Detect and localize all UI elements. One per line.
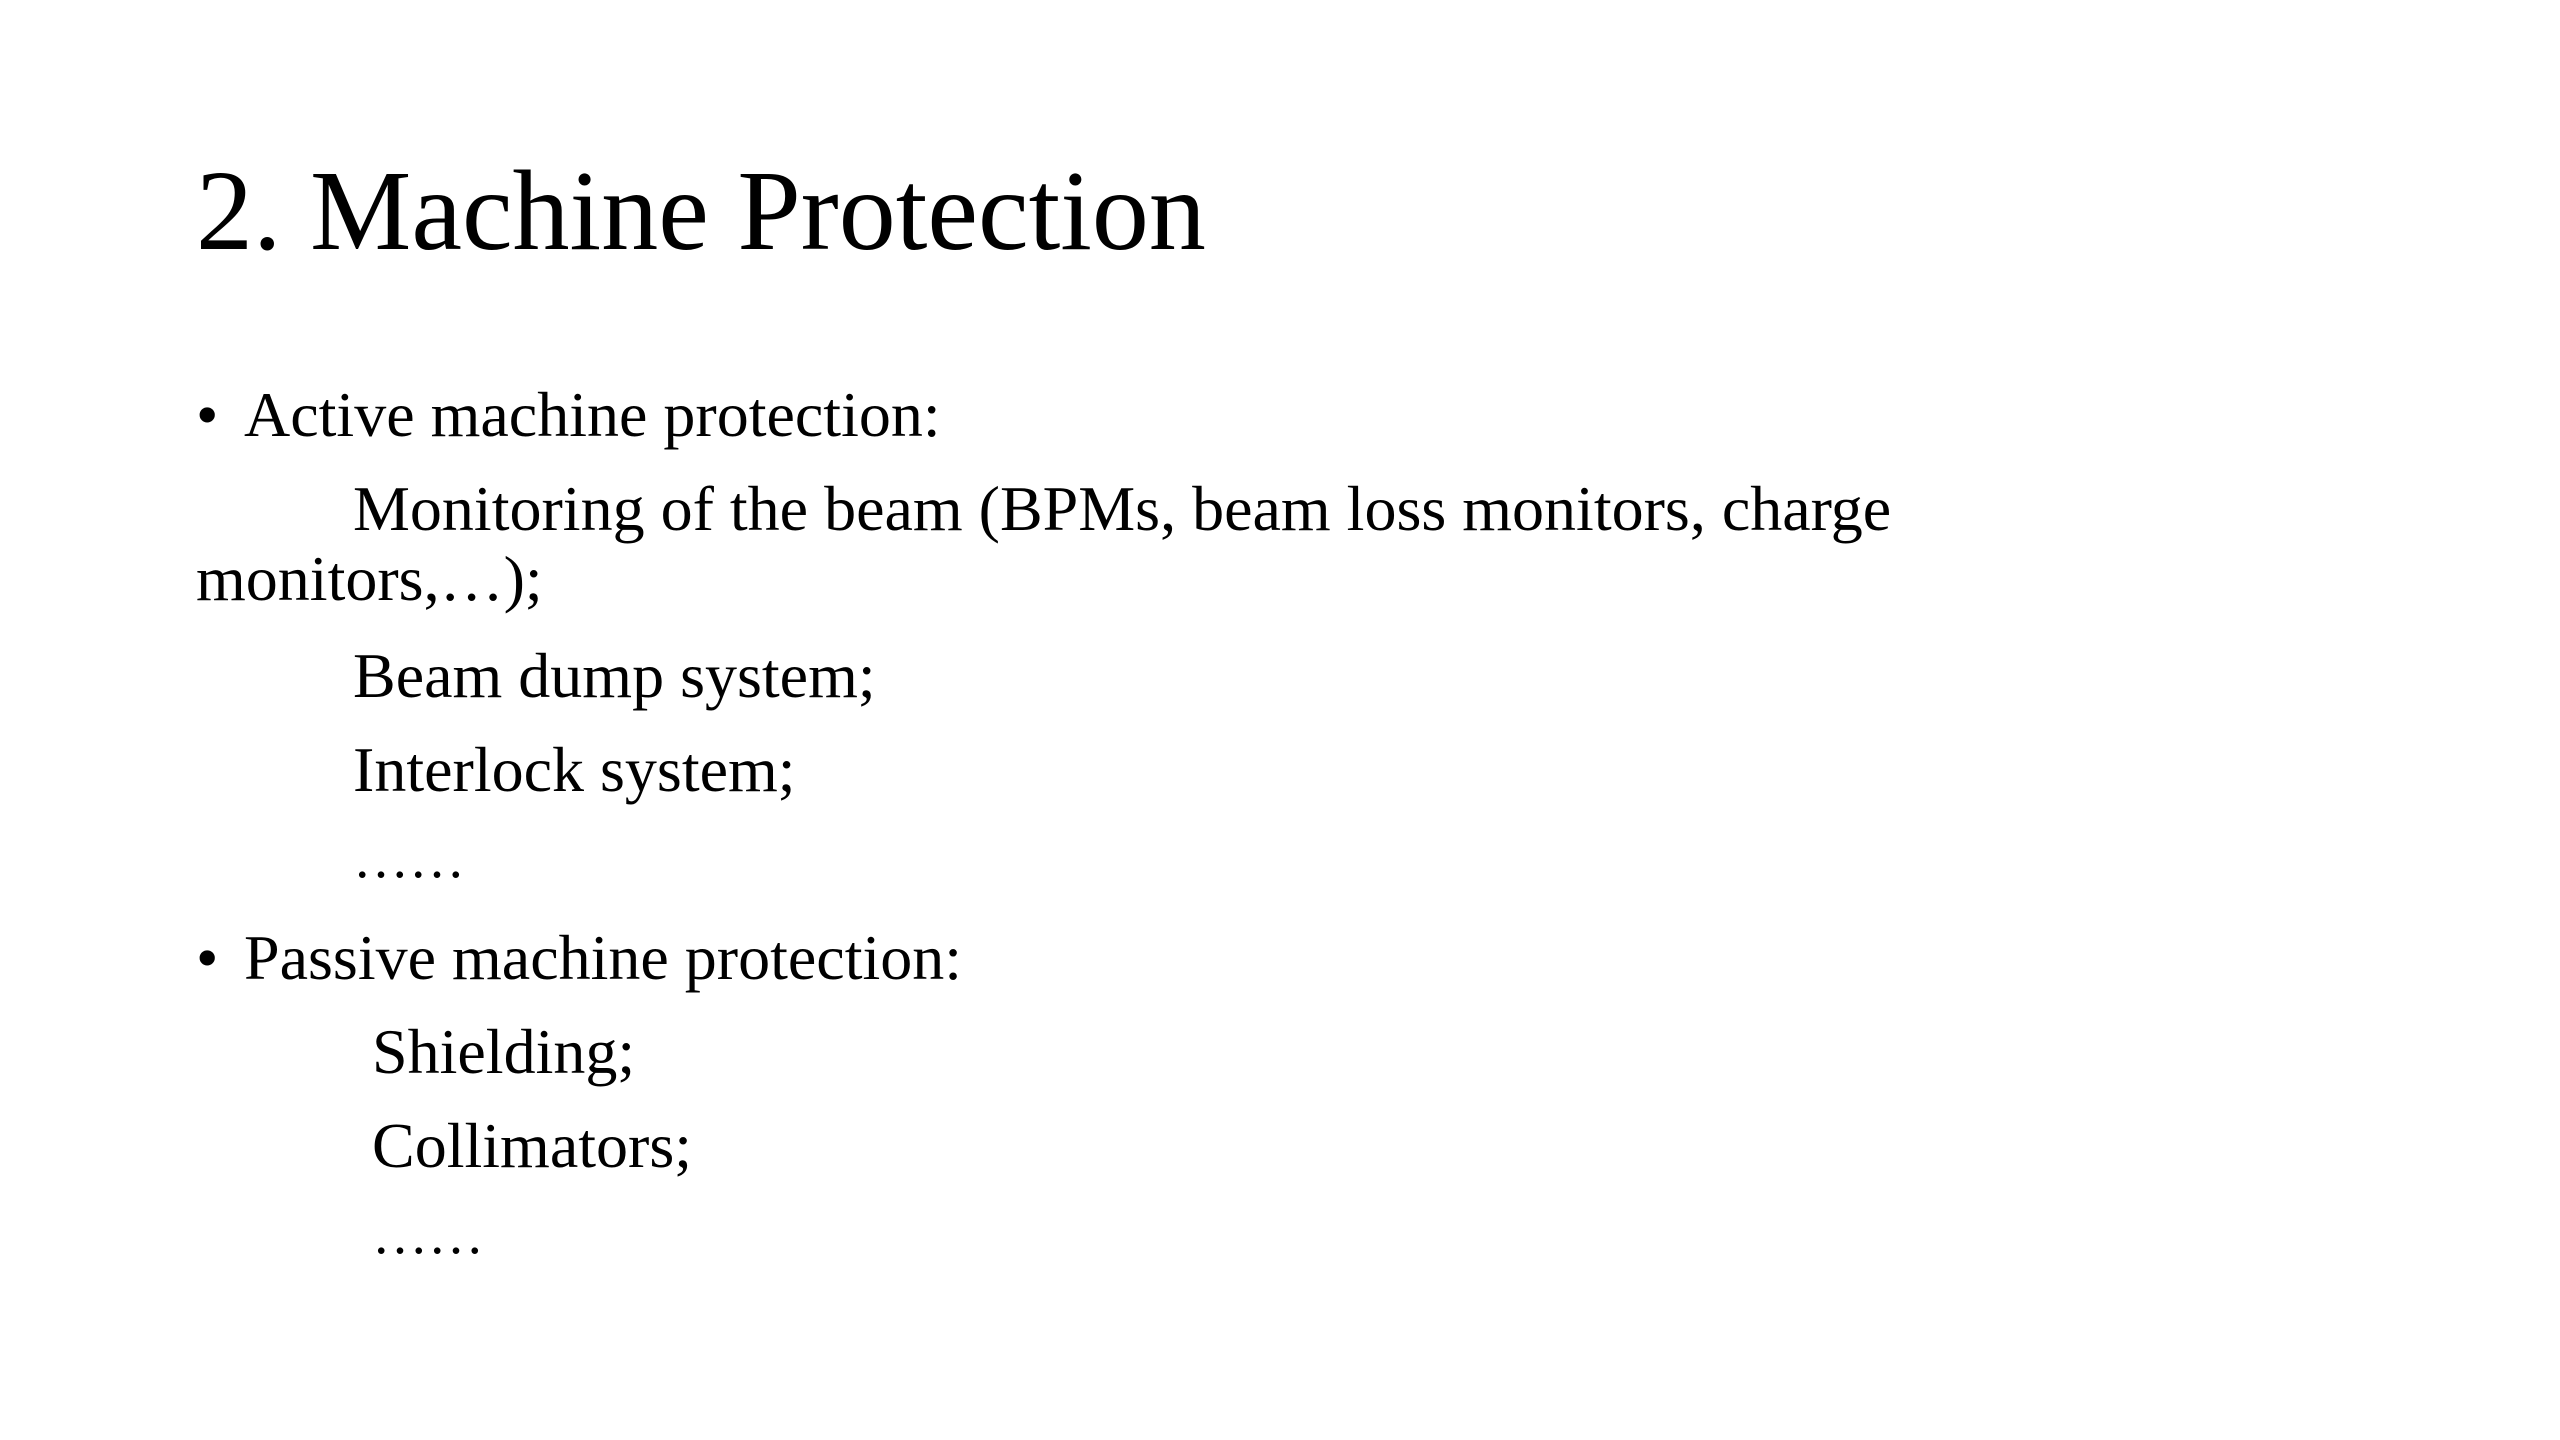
bullet-passive-protection [196, 923, 2396, 1017]
list-item-ellipsis: …… [372, 1203, 484, 1266]
list-item-shielding: Shielding; [372, 1015, 636, 1087]
bullet-heading: Passive machine protection: [244, 921, 963, 993]
list-item-ellipsis: …… [353, 827, 465, 890]
bullet-active-protection [196, 380, 2396, 474]
list-item-collimators: Collimators; [372, 1109, 692, 1181]
list-item-beam-dump: Beam dump system; [353, 639, 876, 711]
slide-body [196, 380, 2396, 1299]
list-item-interlock: Interlock system; [353, 733, 796, 805]
slide-title: 2. Machine Protection [196, 147, 1206, 274]
bullet-heading: Active machine protection: [244, 379, 941, 450]
list-item-beam-monitoring: Monitoring of the beam (BPMs, beam loss monitors, charge monitors,…); [196, 473, 1892, 615]
bullet-icon: • [196, 379, 219, 450]
bullet-icon: • [196, 921, 219, 993]
